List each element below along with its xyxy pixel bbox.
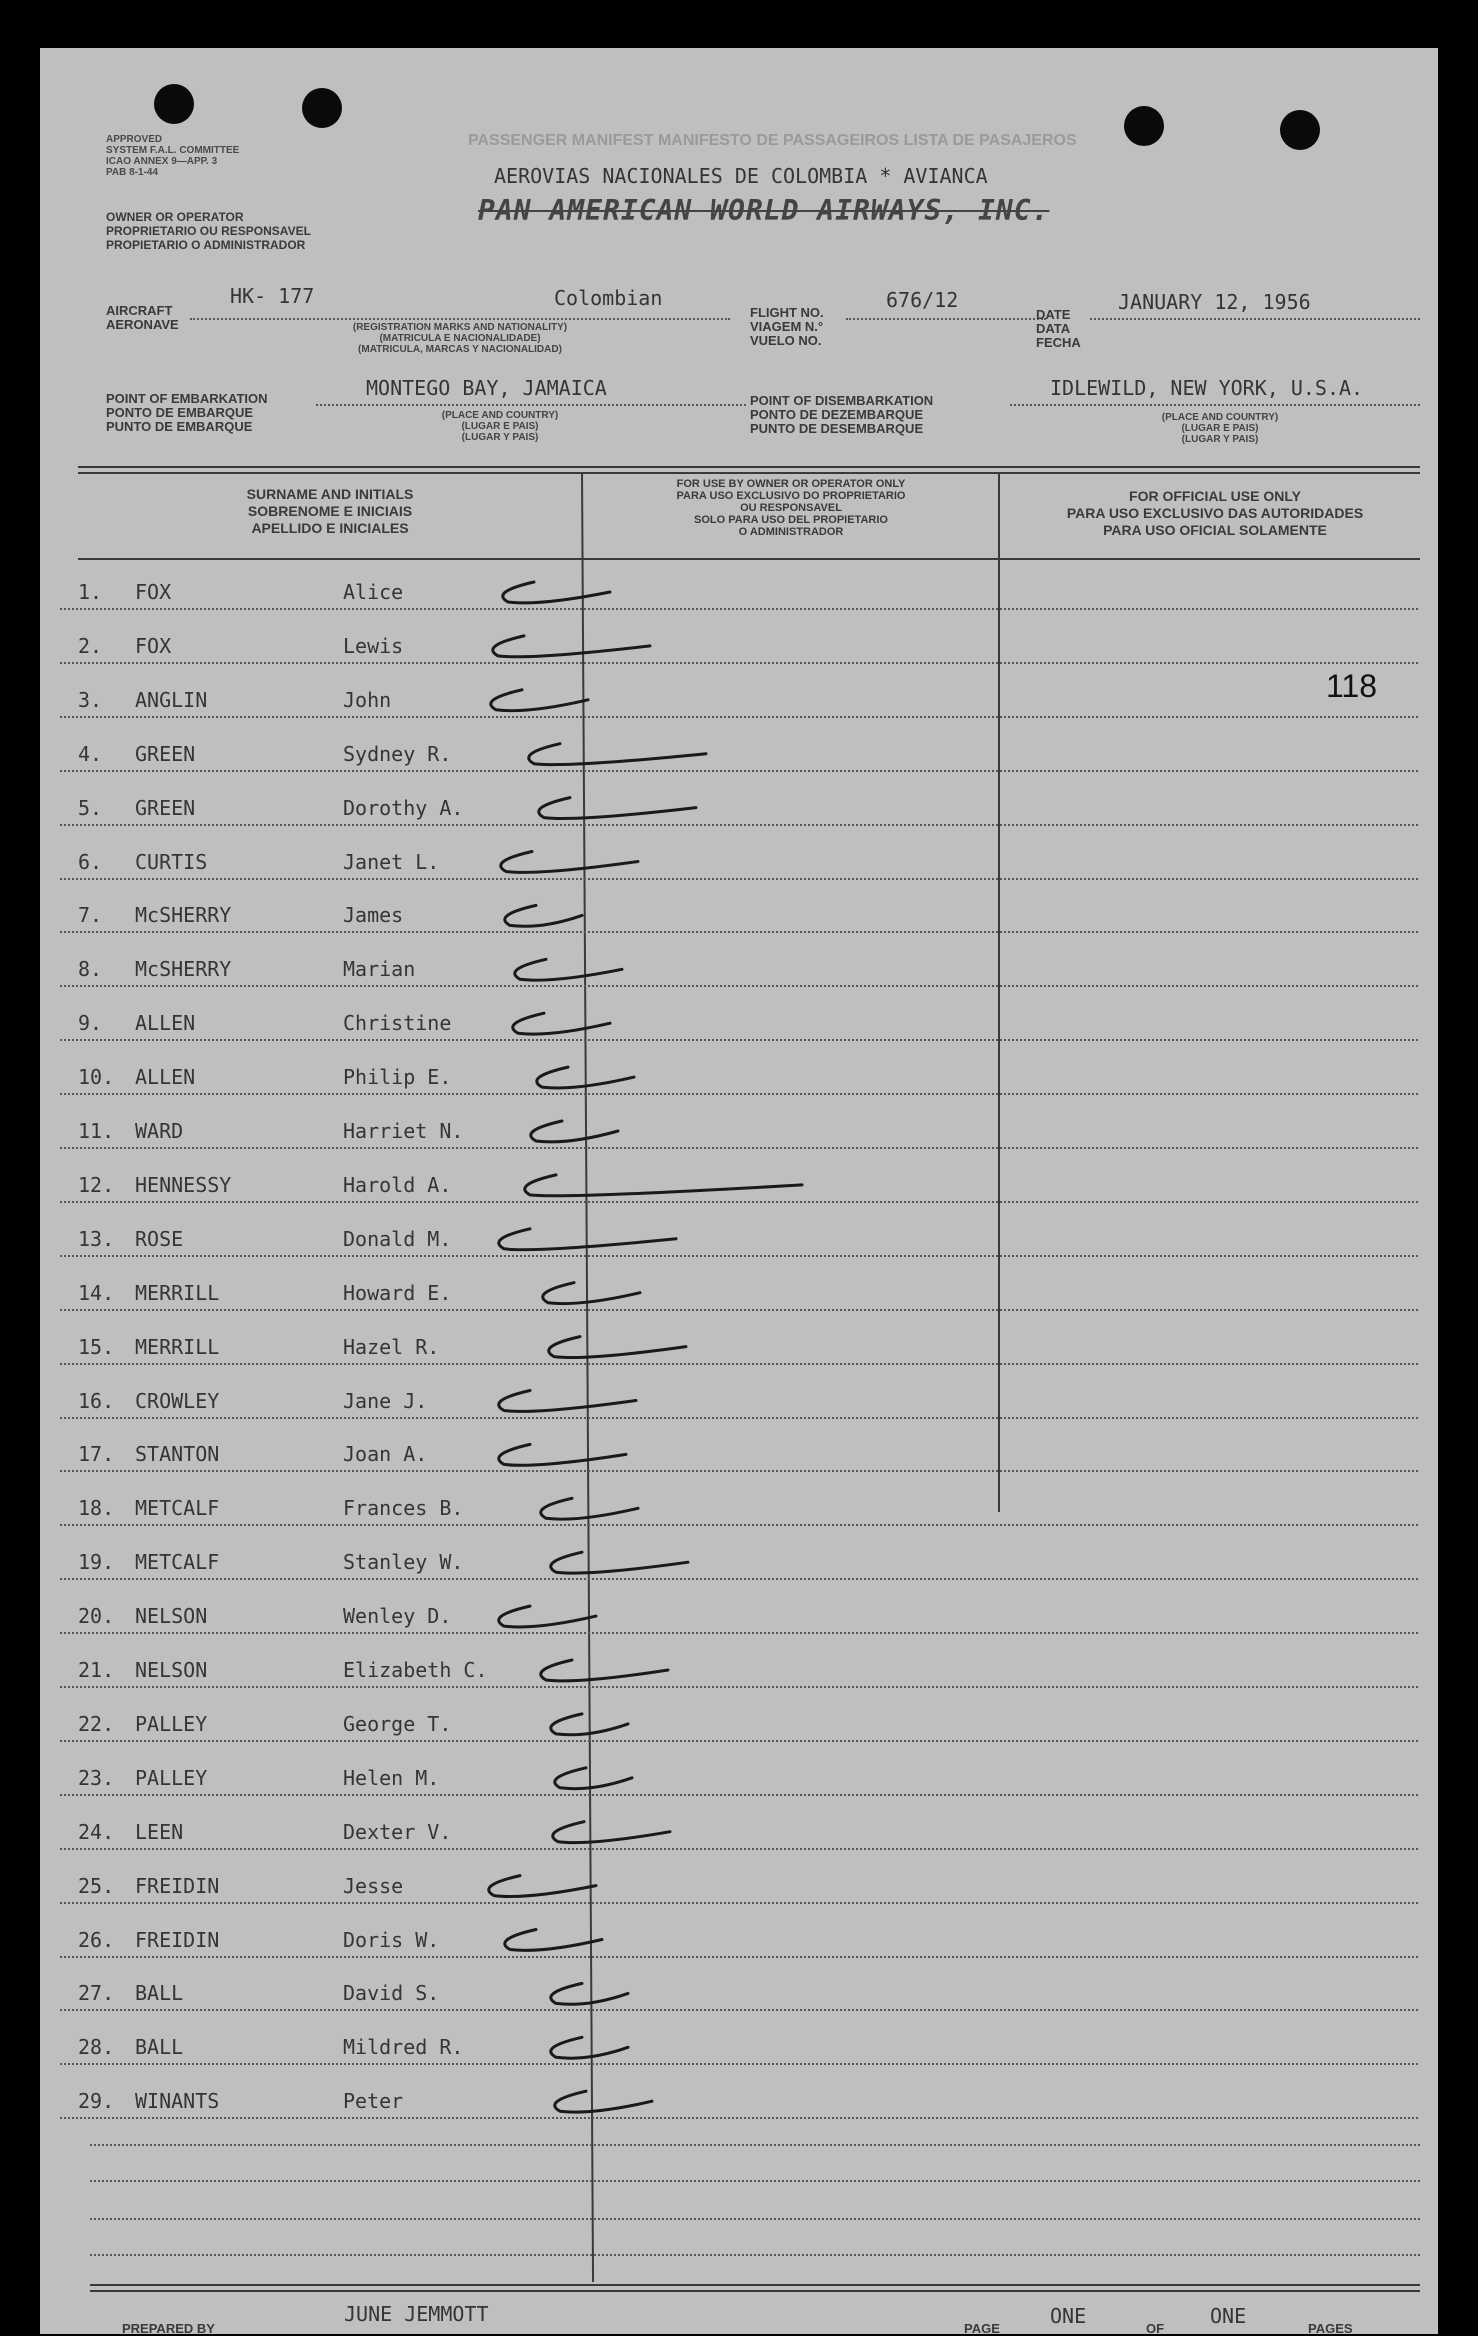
col2-header (596, 478, 986, 538)
caption-line: (REGISTRATION MARKS AND NATIONALITY) (352, 322, 568, 333)
row-rule (60, 1848, 1418, 1850)
embark-value: MONTEGO BAY, JAMAICA (366, 376, 607, 400)
table-row (40, 1119, 1438, 1155)
row-rule (60, 1470, 1418, 1472)
pages-label: PAGES (1308, 2321, 1353, 2336)
passenger-number: 1. (78, 580, 103, 604)
table-row (40, 1981, 1438, 2017)
table-row (40, 850, 1438, 886)
caption-line: (LUGAR E PAIS) (461, 421, 539, 432)
header-line: O ADMINISTRADOR (738, 526, 844, 538)
table-row (40, 1335, 1438, 1371)
row-rule (60, 1255, 1418, 1257)
passenger-surname: McSHERRY (135, 957, 232, 982)
date-underline (1090, 318, 1420, 320)
table-row (40, 1227, 1438, 1263)
passenger-given-name: Christine (343, 1011, 452, 1036)
passenger-surname: ALLEN (135, 1065, 196, 1090)
table-row (40, 1173, 1438, 1209)
embark-label-line: PUNTO DE EMBARQUE (106, 419, 253, 434)
caption-line: (LUGAR E PAIS) (1181, 423, 1259, 434)
approval-line: APPROVED (106, 134, 163, 145)
passenger-surname: NELSON (135, 1658, 208, 1682)
table-row (40, 1496, 1438, 1532)
header-line: SURNAME AND INITIALS (246, 486, 414, 502)
row-rule (60, 985, 1418, 987)
passenger-number: 24. (78, 1819, 115, 1844)
passenger-given-name: Dexter V. (343, 1819, 452, 1844)
passenger-given-name: Peter (343, 2089, 404, 2114)
row-rule (60, 824, 1418, 826)
passenger-surname: STANTON (135, 1442, 220, 1467)
table-row (40, 634, 1438, 670)
passenger-number: 6. (78, 849, 103, 874)
passenger-given-name: Howard E. (343, 1280, 452, 1305)
blank-row-line (90, 2144, 1420, 2146)
approval-line: PAB 8-1-44 (106, 167, 159, 178)
flight-label-line: VUELO NO. (750, 333, 822, 348)
approval-line: SYSTEM F.A.L. COMMITTEE (106, 145, 240, 156)
table-row (40, 796, 1438, 832)
punch-hole (154, 84, 194, 124)
header-line: PARA USO EXCLUSIVO DO PROPRIETARIO (676, 490, 906, 502)
manifest-sheet (40, 48, 1438, 2334)
row-rule (60, 1956, 1418, 1958)
approval-block (106, 134, 239, 178)
date-label-line: FECHA (1036, 335, 1081, 350)
table-row (40, 957, 1438, 993)
owner-label-line: OWNER OR OPERATOR (106, 210, 244, 224)
table-row (40, 580, 1438, 616)
passenger-number: 18. (78, 1496, 115, 1521)
passenger-given-name: Joan A. (343, 1442, 428, 1467)
passenger-given-name: Wenley D. (343, 1604, 452, 1629)
row-rule (60, 770, 1418, 772)
passenger-given-name: Marian (343, 957, 416, 982)
passenger-number: 23. (78, 1765, 115, 1790)
passenger-given-name: Elizabeth C. (343, 1658, 488, 1682)
disembark-underline (1010, 404, 1420, 406)
aircraft-label-line: AERONAVE (106, 317, 179, 332)
official-stamp-number: 118 (1326, 668, 1378, 704)
col1-header (160, 486, 500, 537)
row-rule (60, 608, 1418, 610)
row-rule (60, 1039, 1418, 1041)
passenger-number: 13. (78, 1226, 115, 1251)
row-rule (60, 2063, 1418, 2065)
row-rule (60, 1309, 1418, 1311)
header-bottom-rule (78, 558, 1420, 560)
row-rule (60, 1363, 1418, 1365)
passenger-surname: ALLEN (135, 1011, 196, 1036)
aircraft-value: HK- 177 (230, 284, 315, 308)
passenger-surname: MERRILL (135, 1280, 220, 1305)
header-line: APELLIDO E INICIALES (251, 520, 409, 536)
embark-place-caption (400, 410, 600, 443)
row-rule (60, 1093, 1418, 1095)
aircraft-label (106, 304, 179, 332)
caption-line: (MATRICULA E NACIONALIDADE) (379, 333, 541, 344)
blank-row-line (90, 2218, 1420, 2220)
page-value: ONE (1050, 2304, 1087, 2328)
punch-hole (302, 88, 342, 128)
passenger-number: 12. (78, 1172, 115, 1197)
aircraft-underline (190, 318, 730, 320)
passenger-number: 22. (78, 1711, 115, 1736)
row-rule (60, 878, 1418, 880)
passenger-surname: LEEN (135, 1819, 184, 1844)
passenger-given-name: Doris W. (343, 1927, 440, 1952)
passenger-given-name: Donald M. (343, 1226, 452, 1251)
passenger-surname: BALL (135, 1981, 184, 2006)
passenger-given-name: Janet L. (343, 849, 440, 874)
passenger-given-name: John (343, 687, 392, 712)
embark-label-line: PONTO DE EMBARQUE (106, 405, 254, 420)
form-title: PASSENGER MANIFEST MANIFESTO DE PASSAGEIROS LISTA DE PASAJEROS (468, 132, 1077, 149)
table-row (40, 1604, 1438, 1640)
passenger-surname: METCALF (135, 1550, 220, 1575)
header-line: SOBRENOME E INICIAIS (247, 503, 413, 519)
passenger-surname: FREIDIN (135, 1873, 220, 1898)
disembark-place-caption (1110, 412, 1330, 445)
table-row (40, 1658, 1438, 1694)
row-rule (60, 1902, 1418, 1904)
row-rule (60, 1740, 1418, 1742)
owner-label-line: PROPRIETARIO OU RESPONSAVEL (106, 224, 311, 238)
table-row (40, 1550, 1438, 1586)
passenger-number: 15. (78, 1334, 115, 1359)
footer-rule-2 (90, 2290, 1420, 2292)
date-label-line: DATE (1036, 307, 1071, 322)
passenger-number: 20. (78, 1604, 115, 1629)
passenger-surname: ROSE (135, 1226, 184, 1251)
passenger-given-name: Lewis (343, 633, 404, 658)
passenger-surname: GREEN (135, 741, 196, 766)
prepared-value: JUNE JEMMOTT (344, 2302, 489, 2326)
row-rule (60, 1686, 1418, 1688)
passenger-surname: PALLEY (135, 1765, 208, 1790)
header-line: FOR OFFICIAL USE ONLY (1129, 488, 1301, 504)
passenger-surname: HENNESSY (135, 1172, 232, 1197)
header-line: SOLO PARA USO DEL PROPIETARIO (694, 514, 888, 526)
passenger-number: 29. (78, 2089, 115, 2114)
table-row (40, 1065, 1438, 1101)
row-rule (60, 1632, 1418, 1634)
embark-underline (316, 404, 746, 406)
passenger-surname: WARD (135, 1119, 184, 1143)
table-row (40, 1442, 1438, 1478)
passenger-given-name: Frances B. (343, 1496, 464, 1521)
passenger-surname: GREEN (135, 795, 196, 820)
passenger-surname: CURTIS (135, 849, 208, 874)
passenger-surname: ANGLIN (135, 687, 208, 712)
embark-label-line: POINT OF EMBARKATION (106, 391, 268, 406)
header-line: PARA USO EXCLUSIVO DAS AUTORIDADES (1066, 505, 1364, 521)
row-rule (60, 1417, 1418, 1419)
blank-row-line (90, 2180, 1420, 2182)
pages-value: ONE (1210, 2304, 1247, 2328)
passenger-surname: FOX (135, 633, 172, 658)
date-label-line: DATA (1036, 321, 1071, 336)
passenger-given-name: Dorothy A. (343, 795, 464, 820)
caption-line: (PLACE AND COUNTRY) (1161, 412, 1279, 423)
table-row (40, 1281, 1438, 1317)
blank-row-line (90, 2254, 1420, 2256)
disembark-label-line: PUNTO DE DESEMBARQUE (750, 421, 924, 436)
passenger-surname: NELSON (135, 1604, 208, 1629)
table-row (40, 1820, 1438, 1856)
approval-line: ICAO ANNEX 9—APP. 3 (106, 156, 218, 167)
table-row (40, 688, 1438, 724)
flight-value: 676/12 (886, 288, 959, 312)
caption-line: (PLACE AND COUNTRY) (441, 410, 559, 421)
passenger-number: 4. (78, 741, 103, 766)
footer-rule (90, 2284, 1420, 2286)
row-rule (60, 2117, 1418, 2119)
passenger-surname: PALLEY (135, 1711, 208, 1736)
punch-hole (1124, 106, 1164, 146)
header-line: PARA USO OFICIAL SOLAMENTE (1103, 522, 1327, 538)
passenger-surname: METCALF (135, 1496, 220, 1521)
flight-label-line: VIAGEM N.° (750, 319, 824, 334)
passenger-number: 8. (78, 957, 103, 982)
punch-hole (1280, 110, 1320, 150)
operator-typed: AEROVIAS NACIONALES DE COLOMBIA * AVIANCA (494, 164, 988, 188)
row-rule (60, 716, 1418, 718)
table-row (40, 1712, 1438, 1748)
passenger-given-name: Mildred R. (343, 2035, 464, 2060)
passenger-number: 26. (78, 1927, 115, 1952)
row-rule (60, 1147, 1418, 1149)
passenger-surname: FOX (135, 580, 172, 604)
table-row (40, 1928, 1438, 1964)
of-label: OF (1146, 2321, 1165, 2336)
caption-line: (LUGAR Y PAIS) (461, 432, 539, 443)
passenger-given-name: Sydney R. (343, 741, 452, 766)
row-rule (60, 2009, 1418, 2011)
passenger-given-name: Harriet N. (343, 1119, 464, 1143)
passenger-number: 7. (78, 903, 103, 928)
owner-label (106, 210, 311, 252)
passenger-number: 21. (78, 1658, 115, 1682)
passenger-surname: McSHERRY (135, 903, 232, 928)
passenger-number: 11. (78, 1119, 115, 1143)
passenger-surname: BALL (135, 2035, 184, 2060)
passenger-number: 9. (78, 1011, 103, 1036)
col3-header (1010, 488, 1420, 539)
flight-underline (846, 318, 1046, 320)
passenger-number: 2. (78, 633, 103, 658)
passenger-surname: MERRILL (135, 1334, 220, 1359)
nationality-value: Colombian (554, 286, 663, 310)
passenger-number: 25. (78, 1873, 115, 1898)
embark-label (106, 392, 268, 434)
header-line: FOR USE BY OWNER OR OPERATOR ONLY (676, 478, 906, 490)
passenger-given-name: Jesse (343, 1873, 404, 1898)
operator-crossed: PAN AMERICAN WORLD AIRWAYS, INC. (478, 194, 1050, 227)
flight-label-line: FLIGHT NO. (750, 305, 824, 320)
disembark-label-line: POINT OF DISEMBARKATION (750, 393, 934, 408)
passenger-number: 16. (78, 1388, 115, 1413)
passenger-given-name: Hazel R. (343, 1334, 440, 1359)
passenger-number: 5. (78, 795, 103, 820)
caption-line: (LUGAR Y PAIS) (1181, 434, 1259, 445)
table-row (40, 2089, 1438, 2125)
header-line: OU RESPONSAVEL (740, 502, 842, 514)
table-top-rule (78, 466, 1420, 468)
row-rule (60, 662, 1418, 664)
passenger-number: 14. (78, 1280, 115, 1305)
prepared-label: PREPARED BY (122, 2321, 215, 2336)
table-row (40, 2035, 1438, 2071)
caption-line: (MATRICULA, MARCAS Y NACIONALIDAD) (358, 344, 562, 355)
passenger-number: 27. (78, 1981, 115, 2006)
row-rule (60, 1201, 1418, 1203)
passenger-number: 28. (78, 2035, 115, 2060)
passenger-number: 19. (78, 1550, 115, 1575)
disembark-label-line: PONTO DE DEZEMBARQUE (750, 407, 924, 422)
table-row (40, 742, 1438, 778)
passenger-given-name: Alice (343, 580, 404, 604)
passenger-given-name: Harold A. (343, 1172, 452, 1197)
passenger-number: 17. (78, 1442, 115, 1467)
owner-label-line: PROPIETARIO O ADMINISTRADOR (106, 238, 306, 252)
passenger-surname: CROWLEY (135, 1388, 220, 1413)
passenger-given-name: Stanley W. (343, 1550, 464, 1575)
table-row (40, 1766, 1438, 1802)
table-row (40, 1389, 1438, 1425)
date-label (1036, 308, 1081, 350)
passenger-number: 10. (78, 1065, 115, 1090)
row-rule (60, 1578, 1418, 1580)
disembark-value: IDLEWILD, NEW YORK, U.S.A. (1050, 376, 1364, 400)
passenger-surname: FREIDIN (135, 1927, 220, 1952)
row-rule (60, 931, 1418, 933)
passenger-given-name: David S. (343, 1981, 440, 2006)
row-rule (60, 1794, 1418, 1796)
registration-caption (290, 322, 630, 355)
passenger-number: 3. (78, 687, 103, 712)
passenger-given-name: Jane J. (343, 1388, 428, 1413)
page-label: PAGE (964, 2321, 1000, 2336)
table-row (40, 1874, 1438, 1910)
passenger-given-name: Helen M. (343, 1765, 440, 1790)
table-row (40, 1011, 1438, 1047)
flight-label (750, 306, 824, 348)
passenger-given-name: George T. (343, 1711, 452, 1736)
disembark-label (750, 394, 933, 436)
passenger-given-name: James (343, 903, 404, 928)
aircraft-label-line: AIRCRAFT (106, 303, 173, 318)
passenger-given-name: Philip E. (343, 1065, 452, 1090)
table-top-rule-2 (78, 472, 1420, 474)
passenger-surname: WINANTS (135, 2089, 220, 2114)
date-value: JANUARY 12, 1956 (1118, 290, 1311, 314)
table-row (40, 903, 1438, 939)
row-rule (60, 1524, 1418, 1526)
